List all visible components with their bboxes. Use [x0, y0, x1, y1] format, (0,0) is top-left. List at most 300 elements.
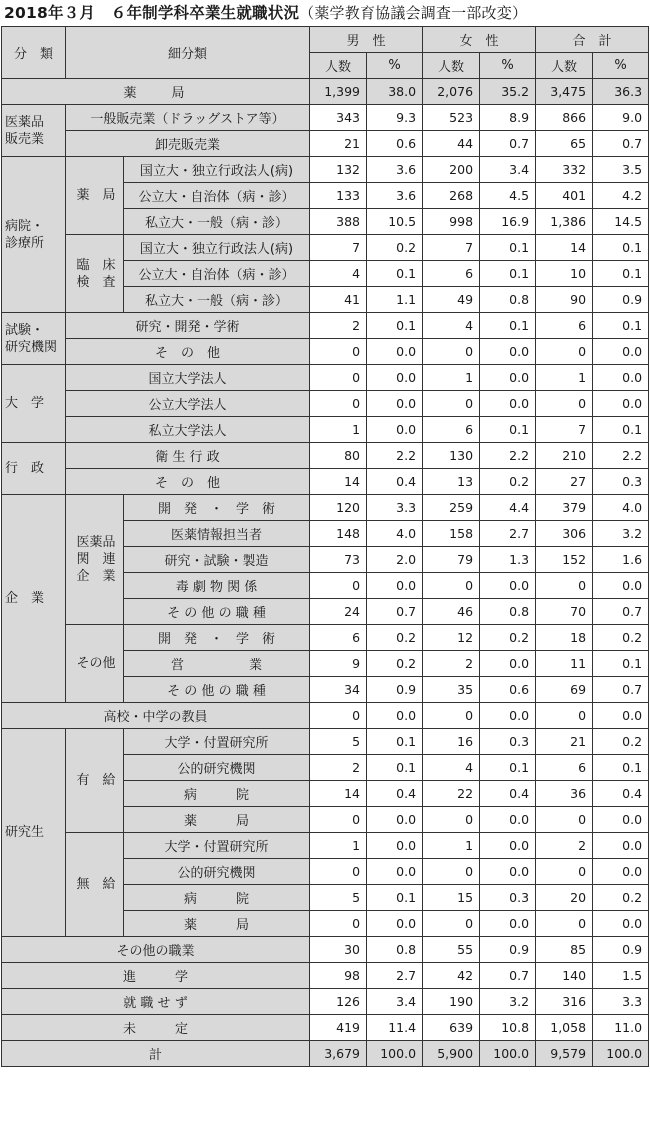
row-label: 高校・中学の教員: [2, 703, 310, 729]
cell-female-pct: 2.7: [480, 521, 536, 547]
cell-male-pct: 0.0: [367, 339, 423, 365]
cell-female-pct: 0.0: [480, 911, 536, 937]
header-category: 分 類: [2, 27, 66, 79]
cell-male-count: 1: [310, 833, 367, 859]
table-row: [2, 703, 649, 729]
cell-total-count: 70: [536, 599, 593, 625]
category-hospital: 病院・ 診療所: [2, 157, 66, 313]
row-label: 薬 局: [124, 807, 310, 833]
header-male-pct: %: [367, 53, 423, 79]
category-university: 大 学: [2, 365, 66, 443]
cell-total-count: 36: [536, 781, 593, 807]
cell-total-pct: 0.1: [593, 651, 649, 677]
cell-total-pct: 0.7: [593, 131, 649, 157]
category-researcher: 研究生: [2, 729, 66, 937]
cell-male-count: 132: [310, 157, 367, 183]
cell-female-pct: 0.0: [480, 651, 536, 677]
cell-female-count: 259: [423, 495, 480, 521]
table-row: [2, 313, 649, 339]
cell-total-count: 6: [536, 313, 593, 339]
cell-male-pct: 0.4: [367, 469, 423, 495]
cell-total-count: 21: [536, 729, 593, 755]
header-male: 男 性: [310, 27, 423, 53]
row-label: そ の 他 の 職 種: [124, 677, 310, 703]
table-row: [2, 989, 649, 1015]
cell-female-count: 998: [423, 209, 480, 235]
cell-total-count: 7: [536, 417, 593, 443]
cell-female-count: 0: [423, 703, 480, 729]
row-label: 卸売販売業: [66, 131, 310, 157]
cell-male-pct: 0.7: [367, 599, 423, 625]
row-label: 病 院: [124, 885, 310, 911]
subcategory-clinical-lab: 臨 床 検 査: [66, 235, 124, 313]
cell-total-count: 65: [536, 131, 593, 157]
cell-male-count: 2: [310, 313, 367, 339]
cell-male-pct: 0.0: [367, 859, 423, 885]
cell-total-count: 27: [536, 469, 593, 495]
table-row: [2, 729, 649, 755]
row-label: 薬 局: [2, 79, 310, 105]
cell-male-pct: 0.0: [367, 703, 423, 729]
row-label: 公的研究機関: [124, 755, 310, 781]
cell-male-count: 30: [310, 937, 367, 963]
cell-total-pct: 3.3: [593, 989, 649, 1015]
cell-male-pct: 0.2: [367, 235, 423, 261]
cell-male-count: 24: [310, 599, 367, 625]
row-label: そ の 他: [66, 339, 310, 365]
cell-male-pct: 1.1: [367, 287, 423, 313]
cell-male-pct: 0.1: [367, 885, 423, 911]
cell-female-count: 200: [423, 157, 480, 183]
row-label: 薬 局: [124, 911, 310, 937]
row-label: 未 定: [2, 1015, 310, 1041]
cell-female-count: 6: [423, 417, 480, 443]
cell-total-count: 332: [536, 157, 593, 183]
table-row: [2, 339, 649, 365]
cell-total-count: 85: [536, 937, 593, 963]
cell-total-pct: 0.7: [593, 677, 649, 703]
row-label: 毒 劇 物 関 係: [124, 573, 310, 599]
cell-total-count: 0: [536, 573, 593, 599]
cell-male-pct: 9.3: [367, 105, 423, 131]
cell-total-pct: 3.2: [593, 521, 649, 547]
cell-male-pct: 0.9: [367, 677, 423, 703]
row-label: 公的研究機関: [124, 859, 310, 885]
cell-total-pct: 0.1: [593, 235, 649, 261]
cell-female-pct: 0.0: [480, 833, 536, 859]
row-label: その他の職業: [2, 937, 310, 963]
cell-female-pct: 4.5: [480, 183, 536, 209]
cell-female-count: 5,900: [423, 1041, 480, 1067]
cell-total-pct: 0.4: [593, 781, 649, 807]
cell-male-count: 0: [310, 703, 367, 729]
cell-total-pct: 0.0: [593, 391, 649, 417]
subcategory-unpaid: 無 給: [66, 833, 124, 937]
cell-female-count: 130: [423, 443, 480, 469]
cell-total-count: 20: [536, 885, 593, 911]
row-label: 国立大学法人: [66, 365, 310, 391]
table-row: [2, 625, 649, 651]
cell-female-count: 0: [423, 859, 480, 885]
cell-total-count: 0: [536, 859, 593, 885]
cell-male-pct: 0.0: [367, 911, 423, 937]
table-row: [2, 833, 649, 859]
cell-female-count: 0: [423, 391, 480, 417]
cell-male-count: 120: [310, 495, 367, 521]
cell-female-count: 22: [423, 781, 480, 807]
cell-total-pct: 0.0: [593, 807, 649, 833]
cell-female-pct: 0.6: [480, 677, 536, 703]
cell-male-count: 3,679: [310, 1041, 367, 1067]
row-label: 就 職 せ ず: [2, 989, 310, 1015]
cell-total-count: 379: [536, 495, 593, 521]
cell-total-pct: 0.1: [593, 313, 649, 339]
cell-female-count: 6: [423, 261, 480, 287]
cell-male-count: 9: [310, 651, 367, 677]
table-row: [2, 235, 649, 261]
subcategory-pharma-company: 医薬品 関 連 企 業: [66, 495, 124, 625]
row-label: 公立大・自治体（病・診）: [124, 183, 310, 209]
cell-total-pct: 0.2: [593, 885, 649, 911]
cell-total-pct: 0.9: [593, 937, 649, 963]
cell-male-count: 126: [310, 989, 367, 1015]
cell-female-count: 44: [423, 131, 480, 157]
cell-total-count: 14: [536, 235, 593, 261]
cell-total-count: 1,058: [536, 1015, 593, 1041]
row-label: 研究・開発・学術: [66, 313, 310, 339]
cell-male-count: 34: [310, 677, 367, 703]
category-administration: 行 政: [2, 443, 66, 495]
cell-female-pct: 0.9: [480, 937, 536, 963]
cell-female-count: 12: [423, 625, 480, 651]
cell-female-count: 13: [423, 469, 480, 495]
cell-total-pct: 0.0: [593, 365, 649, 391]
cell-female-count: 15: [423, 885, 480, 911]
table-row: [2, 105, 649, 131]
cell-female-count: 268: [423, 183, 480, 209]
cell-male-pct: 2.0: [367, 547, 423, 573]
cell-female-pct: 0.3: [480, 729, 536, 755]
cell-female-count: 0: [423, 339, 480, 365]
table-row: [2, 391, 649, 417]
cell-female-count: 35: [423, 677, 480, 703]
cell-male-count: 388: [310, 209, 367, 235]
cell-total-count: 210: [536, 443, 593, 469]
cell-male-pct: 100.0: [367, 1041, 423, 1067]
row-label: 病 院: [124, 781, 310, 807]
table-row: [2, 79, 649, 105]
table-row: [2, 365, 649, 391]
subcategory-paid: 有 給: [66, 729, 124, 833]
subcategory-other-company: その他: [66, 625, 124, 703]
cell-total-count: 306: [536, 521, 593, 547]
cell-male-pct: 0.6: [367, 131, 423, 157]
cell-male-count: 0: [310, 365, 367, 391]
cell-female-pct: 0.0: [480, 365, 536, 391]
cell-male-pct: 2.7: [367, 963, 423, 989]
cell-male-pct: 11.4: [367, 1015, 423, 1041]
header-female-count: 人数: [423, 53, 480, 79]
cell-male-pct: 0.0: [367, 391, 423, 417]
cell-total-pct: 0.0: [593, 859, 649, 885]
cell-male-pct: 38.0: [367, 79, 423, 105]
cell-total-count: 152: [536, 547, 593, 573]
cell-female-pct: 0.1: [480, 261, 536, 287]
cell-female-pct: 0.7: [480, 131, 536, 157]
row-label: 大学・付置研究所: [124, 729, 310, 755]
cell-female-pct: 0.2: [480, 469, 536, 495]
cell-female-count: 0: [423, 573, 480, 599]
cell-total-pct: 0.0: [593, 911, 649, 937]
cell-total-count: 0: [536, 339, 593, 365]
cell-female-pct: 0.0: [480, 573, 536, 599]
cell-total-pct: 0.1: [593, 261, 649, 287]
cell-total-pct: 14.5: [593, 209, 649, 235]
header-female: 女 性: [423, 27, 536, 53]
cell-male-pct: 0.0: [367, 365, 423, 391]
cell-female-pct: 0.1: [480, 417, 536, 443]
cell-female-pct: 0.1: [480, 235, 536, 261]
cell-total-pct: 0.1: [593, 417, 649, 443]
cell-total-pct: 0.0: [593, 573, 649, 599]
cell-male-count: 148: [310, 521, 367, 547]
cell-male-pct: 0.2: [367, 651, 423, 677]
header-subcategory: 細分類: [66, 27, 310, 79]
cell-female-count: 16: [423, 729, 480, 755]
cell-male-count: 0: [310, 859, 367, 885]
employment-table: [1, 26, 649, 1067]
cell-female-pct: 0.2: [480, 625, 536, 651]
row-label: 私立大・一般（病・診）: [124, 287, 310, 313]
category-drug-sales: 医薬品 販売業: [2, 105, 66, 157]
cell-total-pct: 9.0: [593, 105, 649, 131]
row-label: 公立大学法人: [66, 391, 310, 417]
cell-female-count: 55: [423, 937, 480, 963]
table-row: [2, 443, 649, 469]
table-row: [2, 417, 649, 443]
cell-male-pct: 3.4: [367, 989, 423, 1015]
cell-total-count: 316: [536, 989, 593, 1015]
cell-total-pct: 1.5: [593, 963, 649, 989]
cell-total-count: 90: [536, 287, 593, 313]
cell-total-pct: 36.3: [593, 79, 649, 105]
cell-total-pct: 0.2: [593, 625, 649, 651]
cell-male-pct: 0.0: [367, 833, 423, 859]
table-row: [2, 157, 649, 183]
cell-female-pct: 0.0: [480, 807, 536, 833]
page-title: [0, 0, 650, 26]
cell-total-pct: 0.3: [593, 469, 649, 495]
cell-total-count: 10: [536, 261, 593, 287]
cell-male-pct: 0.1: [367, 755, 423, 781]
cell-female-count: 2,076: [423, 79, 480, 105]
cell-male-count: 0: [310, 807, 367, 833]
cell-female-count: 1: [423, 365, 480, 391]
cell-female-count: 190: [423, 989, 480, 1015]
cell-female-pct: 0.0: [480, 391, 536, 417]
cell-male-pct: 0.0: [367, 573, 423, 599]
cell-female-pct: 0.0: [480, 703, 536, 729]
row-label: 医薬情報担当者: [124, 521, 310, 547]
cell-female-count: 79: [423, 547, 480, 573]
cell-total-pct: 100.0: [593, 1041, 649, 1067]
cell-male-pct: 4.0: [367, 521, 423, 547]
cell-female-pct: 3.4: [480, 157, 536, 183]
cell-total-pct: 0.0: [593, 833, 649, 859]
cell-male-count: 0: [310, 573, 367, 599]
cell-male-count: 0: [310, 339, 367, 365]
cell-total-pct: 0.2: [593, 729, 649, 755]
cell-female-count: 2: [423, 651, 480, 677]
cell-total-pct: 0.9: [593, 287, 649, 313]
cell-female-pct: 4.4: [480, 495, 536, 521]
cell-male-pct: 10.5: [367, 209, 423, 235]
header-total: 合 計: [536, 27, 649, 53]
cell-total-count: 866: [536, 105, 593, 131]
cell-female-count: 42: [423, 963, 480, 989]
cell-total-count: 3,475: [536, 79, 593, 105]
cell-male-pct: 0.1: [367, 729, 423, 755]
cell-total-pct: 11.0: [593, 1015, 649, 1041]
table-row: [2, 963, 649, 989]
cell-male-pct: 0.2: [367, 625, 423, 651]
cell-female-count: 1: [423, 833, 480, 859]
cell-male-count: 14: [310, 469, 367, 495]
cell-female-pct: 100.0: [480, 1041, 536, 1067]
cell-female-count: 49: [423, 287, 480, 313]
cell-male-pct: 0.4: [367, 781, 423, 807]
cell-male-pct: 3.6: [367, 157, 423, 183]
category-company: 企 業: [2, 495, 66, 703]
cell-female-pct: 0.7: [480, 963, 536, 989]
cell-male-count: 5: [310, 729, 367, 755]
cell-female-pct: 1.3: [480, 547, 536, 573]
cell-male-count: 6: [310, 625, 367, 651]
cell-female-pct: 0.1: [480, 313, 536, 339]
cell-total-pct: 4.0: [593, 495, 649, 521]
cell-total-count: 0: [536, 703, 593, 729]
cell-male-pct: 0.1: [367, 261, 423, 287]
cell-male-count: 419: [310, 1015, 367, 1041]
cell-female-pct: 0.3: [480, 885, 536, 911]
cell-male-pct: 0.1: [367, 313, 423, 339]
cell-male-count: 4: [310, 261, 367, 287]
row-label: 私立大・一般（病・診）: [124, 209, 310, 235]
row-label: 一般販売業（ドラッグストア等）: [66, 105, 310, 131]
cell-male-count: 0: [310, 391, 367, 417]
cell-female-pct: 0.8: [480, 287, 536, 313]
cell-total-pct: 2.2: [593, 443, 649, 469]
cell-total-pct: 4.2: [593, 183, 649, 209]
row-label: そ の 他 の 職 種: [124, 599, 310, 625]
cell-male-pct: 0.8: [367, 937, 423, 963]
table-row: [2, 1015, 649, 1041]
row-label: そ の 他: [66, 469, 310, 495]
row-label: 開 発 ・ 学 術: [124, 495, 310, 521]
row-label: 開 発 ・ 学 術: [124, 625, 310, 651]
cell-total-pct: 3.5: [593, 157, 649, 183]
row-label: 営 業: [124, 651, 310, 677]
row-label: 研究・試験・製造: [124, 547, 310, 573]
cell-female-pct: 0.4: [480, 781, 536, 807]
cell-female-pct: 10.8: [480, 1015, 536, 1041]
cell-male-pct: 3.6: [367, 183, 423, 209]
cell-female-count: 4: [423, 755, 480, 781]
cell-total-count: 9,579: [536, 1041, 593, 1067]
cell-male-count: 2: [310, 755, 367, 781]
category-research-institution: 試験・ 研究機関: [2, 313, 66, 365]
row-label: 計: [2, 1041, 310, 1067]
cell-male-count: 0: [310, 911, 367, 937]
cell-female-pct: 0.8: [480, 599, 536, 625]
cell-female-pct: 8.9: [480, 105, 536, 131]
cell-female-pct: 3.2: [480, 989, 536, 1015]
table-row: [2, 1041, 649, 1067]
cell-male-pct: 2.2: [367, 443, 423, 469]
cell-male-count: 98: [310, 963, 367, 989]
cell-female-pct: 0.0: [480, 339, 536, 365]
table-row: [2, 495, 649, 521]
cell-total-count: 140: [536, 963, 593, 989]
cell-female-pct: 35.2: [480, 79, 536, 105]
cell-male-count: 5: [310, 885, 367, 911]
cell-female-count: 0: [423, 807, 480, 833]
cell-female-pct: 0.0: [480, 859, 536, 885]
cell-female-count: 0: [423, 911, 480, 937]
cell-total-count: 11: [536, 651, 593, 677]
cell-male-count: 343: [310, 105, 367, 131]
cell-male-count: 14: [310, 781, 367, 807]
source-note: （薬学教育協議会調査一部改変）: [299, 4, 528, 22]
cell-male-pct: 3.3: [367, 495, 423, 521]
row-label: 衛 生 行 政: [66, 443, 310, 469]
cell-total-count: 6: [536, 755, 593, 781]
row-label: 大学・付置研究所: [124, 833, 310, 859]
cell-male-count: 80: [310, 443, 367, 469]
cell-total-count: 18: [536, 625, 593, 651]
title-text: 2018年３月 ６年制学科卒業生就職状況: [4, 4, 300, 22]
cell-male-count: 41: [310, 287, 367, 313]
cell-male-count: 1,399: [310, 79, 367, 105]
cell-total-count: 69: [536, 677, 593, 703]
cell-total-pct: 0.0: [593, 339, 649, 365]
cell-total-count: 2: [536, 833, 593, 859]
cell-total-pct: 0.1: [593, 755, 649, 781]
cell-female-count: 639: [423, 1015, 480, 1041]
cell-female-pct: 16.9: [480, 209, 536, 235]
header-total-count: 人数: [536, 53, 593, 79]
table-row: [2, 131, 649, 157]
row-label: 私立大学法人: [66, 417, 310, 443]
table-row: [2, 469, 649, 495]
cell-total-pct: 0.0: [593, 703, 649, 729]
cell-male-count: 133: [310, 183, 367, 209]
cell-male-pct: 0.0: [367, 417, 423, 443]
header-male-count: 人数: [310, 53, 367, 79]
cell-total-count: 0: [536, 391, 593, 417]
cell-total-count: 401: [536, 183, 593, 209]
cell-male-count: 1: [310, 417, 367, 443]
cell-male-pct: 0.0: [367, 807, 423, 833]
cell-male-count: 21: [310, 131, 367, 157]
row-label: 公立大・自治体（病・診）: [124, 261, 310, 287]
cell-female-pct: 2.2: [480, 443, 536, 469]
cell-total-count: 0: [536, 807, 593, 833]
cell-total-count: 0: [536, 911, 593, 937]
subcategory-hospital-pharmacy: 薬 局: [66, 157, 124, 235]
cell-male-count: 7: [310, 235, 367, 261]
header-female-pct: %: [480, 53, 536, 79]
